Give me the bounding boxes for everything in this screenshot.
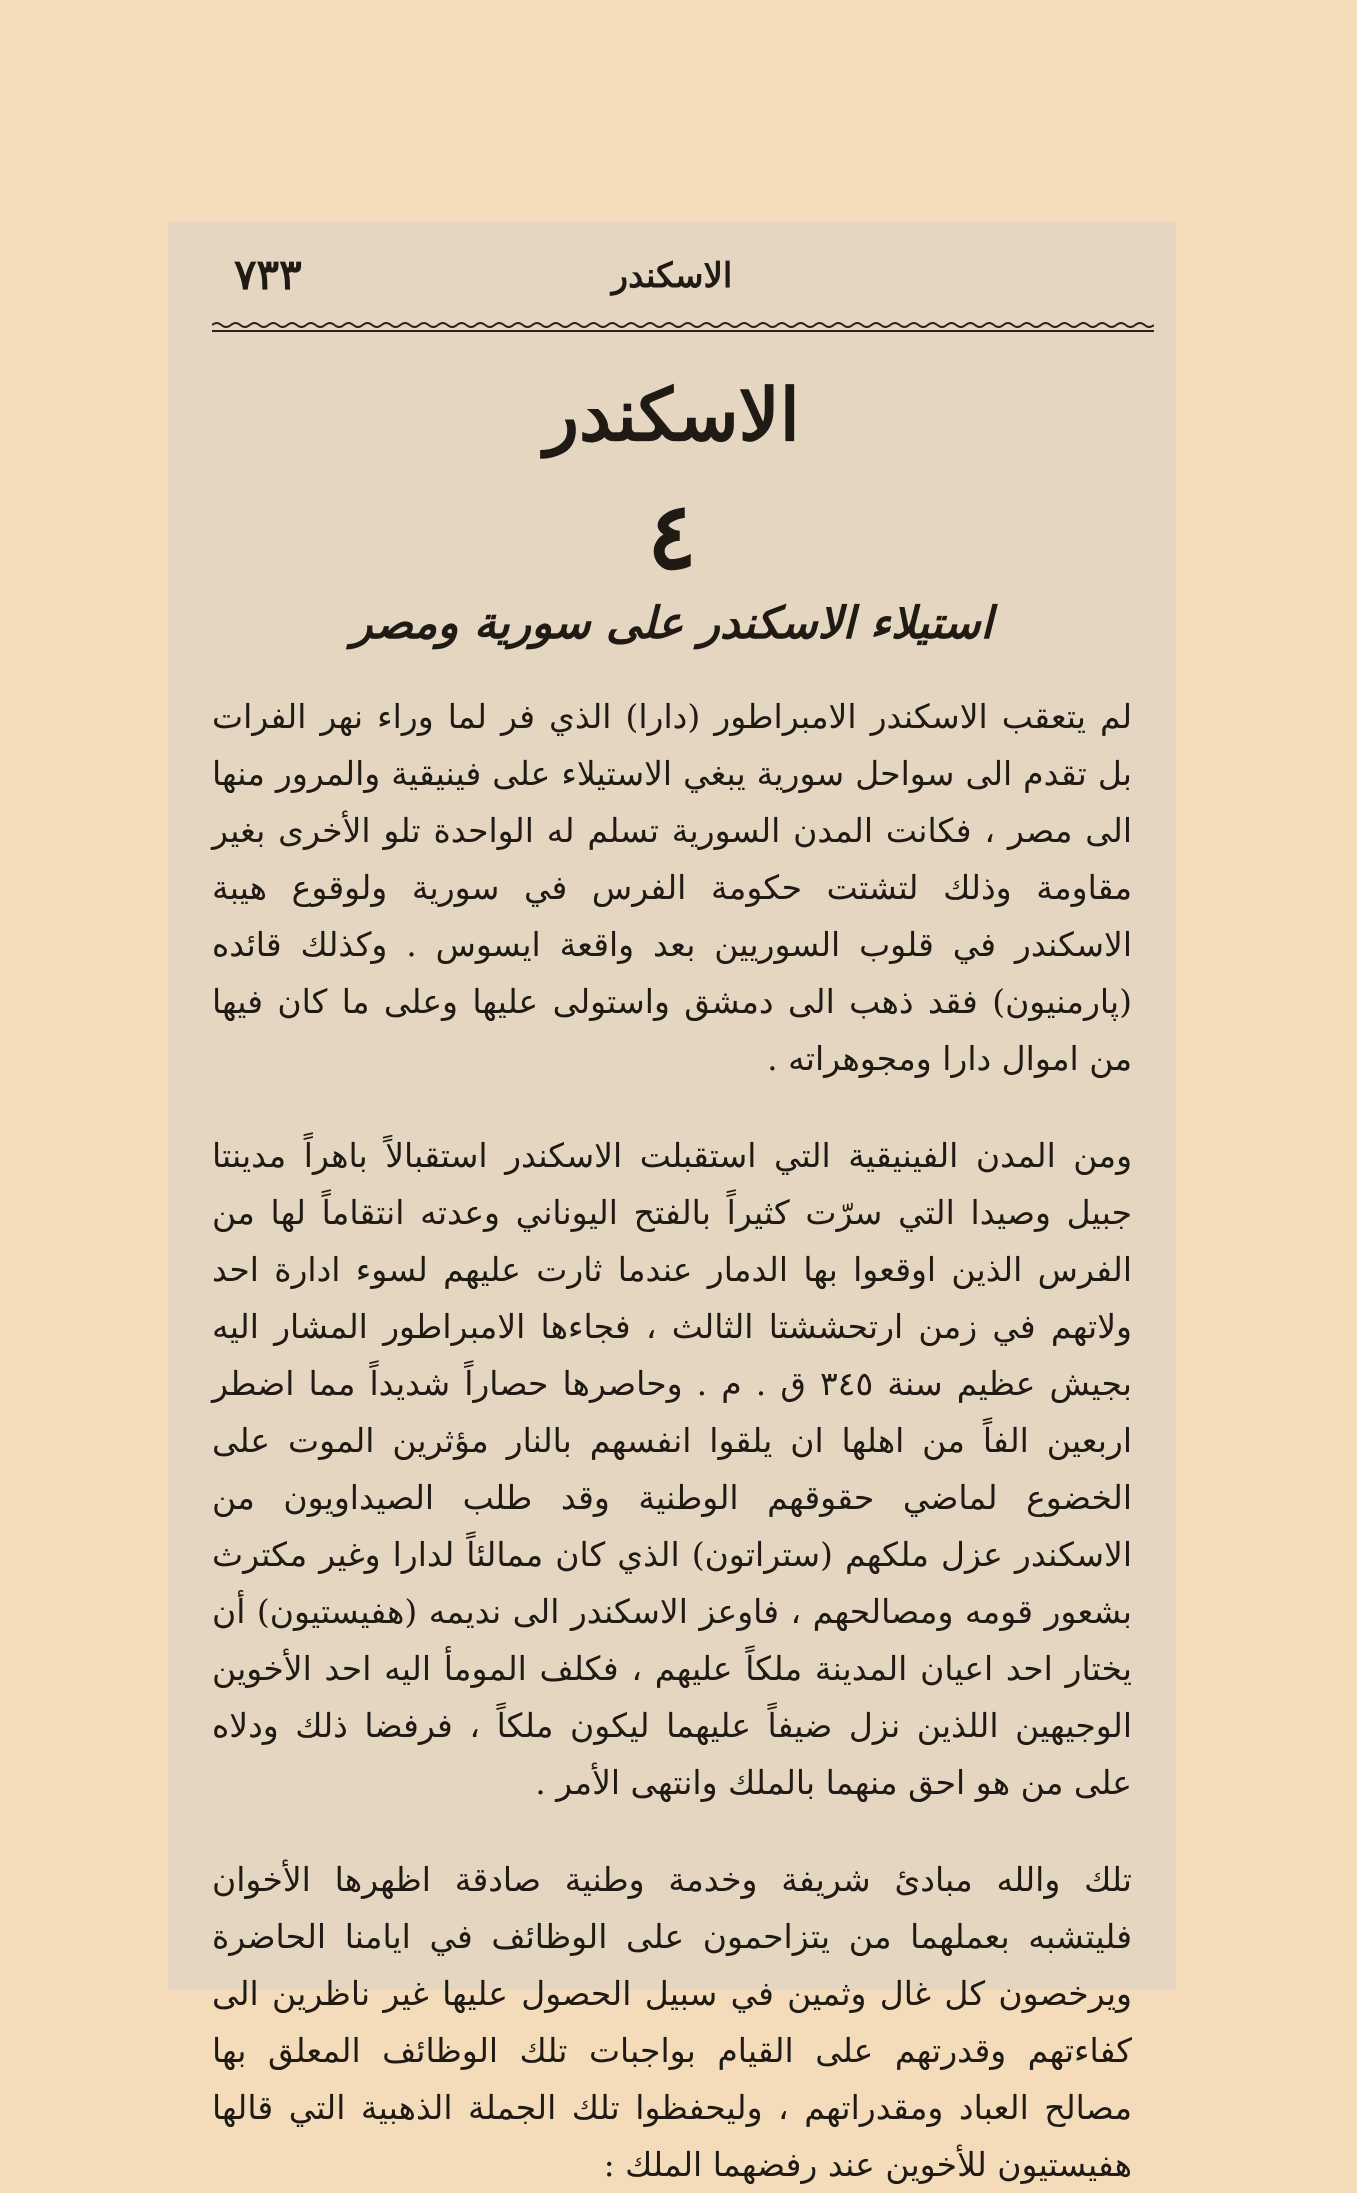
body-text <box>212 688 1132 2193</box>
wavy-rule-graphic <box>212 320 1154 334</box>
running-header <box>212 250 1132 310</box>
paragraph-1: لم يتعقب الاسكندر الامبراطور (دارا) الذي فر لما وراء نهر الفرات بل تقدم الى سواحل سورية يبغي الاستيلاء على فينيقية والمرور منها الى مصر ، فكانت المدن السورية تسلم له الواحدة تلو الأخرى بغير مقاومة وذلك لتشتت حكومة الفرس في سورية ولوقوع هيبة الاسكندر في قلوب السوريين بعد واقعة ايسوس . وكذلك قائده (پارمنيون) فقد ذهب الى دمشق واستولى عليها وعلى ما كان فيها من اموال دارا ومجوهراته . <box>212 697 1132 1078</box>
section-heading: استيلاء الاسكندر على سورية ومصر <box>351 598 993 649</box>
paragraph-2: ومن المدن الفينيقية التي استقبلت الاسكندر استقبالاً باهراً مدينتا جبيل وصيدا التي سرّت كثيراً بالفتح اليوناني وعدته انتقاماً لها من الفرس الذين اوقعوا بها الدمار عندما ثارت عليهم لسوء ادارة احد ولاتهم في زمن ارتحششتا الثالث ، فجاءها الامبراطور المشار اليه بجيش عظيم سنة ٣٤٥ ق . م . وحاصرها حصاراً شديداً مما اضطر اربعين الفاً من اهلها ان يلقوا انفسهم بالنار مؤثرين الموت على الخضوع لماضي حقوقهم الوطنية وقد طلب الصيداويون من الاسكندر عزل ملكهم (ستراتون) الذي كان ممالئاً لدارا وغير مكترث بشعور قومه ومصالحهم ، فاوعز الاسكندر الى نديمه (هفيستيون) أن يختار احد اعيان المدينة ملكاً عليهم ، فكلف المومأ اليه احد الأخوين الوجيهين اللذين نزل ضيفاً عليهما ليكون ملكاً ، فرفضا ذلك ودلاه على من هو احق منهما بالملك وانتهى الأمر . <box>212 1136 1132 1802</box>
header-rule <box>212 320 1154 334</box>
chapter-title: الاسكندر <box>544 372 800 457</box>
chapter-number: ٤ <box>647 482 697 590</box>
page-number: ٧٣٣ <box>234 250 302 299</box>
paragraph-3: تلك والله مبادئ شريفة وخدمة وطنية صادقة اظهرها الأخوان فليتشبه بعملهما من يتزاحمون على الوظائف في ايامنا الحاضرة ويرخصون كل غال وثمين في سبيل الحصول عليها غير ناظرين الى كفاءتهم وقدرتهم على القيام بواجبات تلك الوظائف المعلق بها مصالح العباد ومقدراتهم ، وليحفظوا تلك الجملة الذهبية التي قالها هفيستيون للأخوين عند رفضهما الملك : <box>212 1860 1132 2184</box>
book-page <box>168 222 1176 2184</box>
running-title: الاسكندر <box>611 256 733 296</box>
